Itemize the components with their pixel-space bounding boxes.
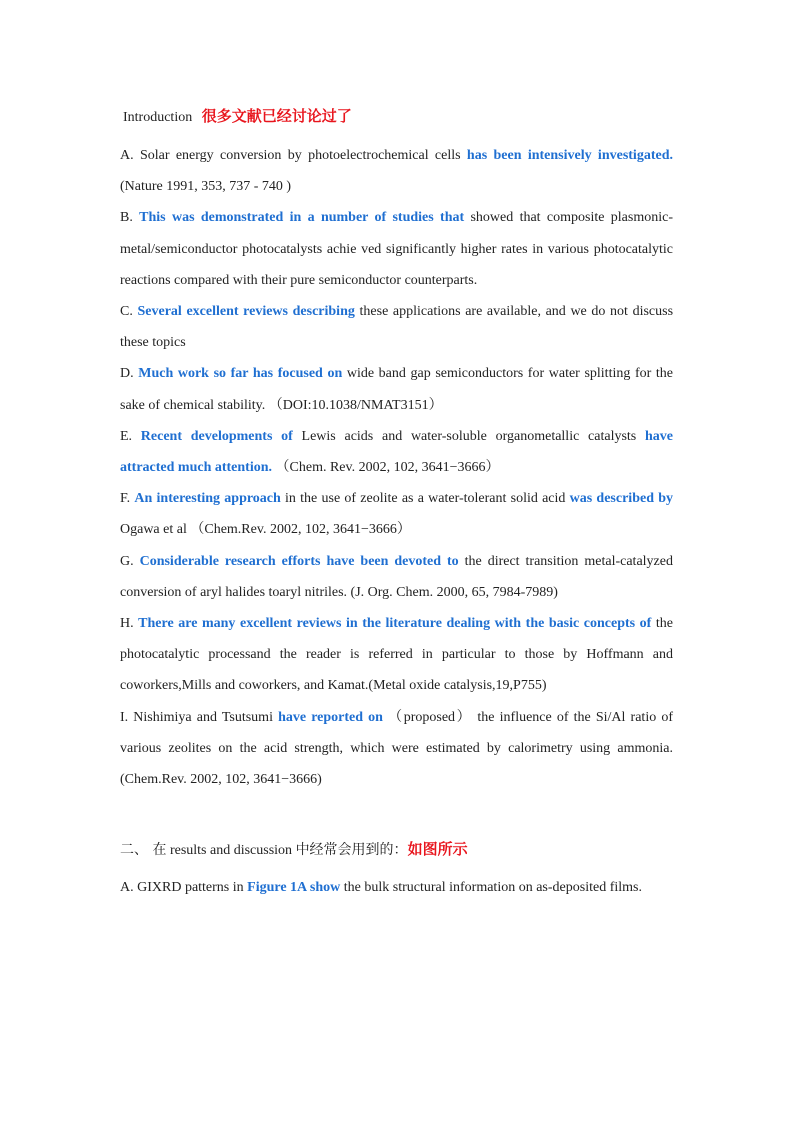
paragraph-text: wide band gap semiconductors for water splitting for the sake of chemical stability. （DOI:10.1038/NMAT3151） xyxy=(120,366,674,413)
intro-paragraph xyxy=(120,546,673,608)
paragraph-text: (Nature 1991, 353, 737 - 740 ) xyxy=(120,179,292,195)
highlighted-phrase: Recent developments of xyxy=(140,428,293,444)
highlighted-phrase: An interesting approach xyxy=(134,491,281,507)
paragraph-text: H. xyxy=(120,616,139,632)
highlighted-phrase: There are many excellent reviews in the literature dealing with the basic concepts of xyxy=(138,616,652,632)
results-paragraph xyxy=(120,872,673,903)
paragraph-text: the photocatalytic processand the reader is referred in particular to those by Hoffmann and coworkers,Mills and coworkers, and Kamat.(Metal oxide catalysis,19,P755) xyxy=(120,616,673,694)
results-list xyxy=(120,872,673,903)
results-title-note: 如图所示 xyxy=(407,842,468,859)
highlighted-phrase: has been intensively investigated. xyxy=(466,148,673,163)
intro-title: Introduction xyxy=(123,110,193,125)
results-suffix: 中经常会用到的： xyxy=(295,842,408,859)
paragraph-text: C. xyxy=(120,304,138,320)
intro-paragraph xyxy=(120,296,673,358)
paragraph-text: these applications are available, and we do not discuss these topics xyxy=(120,304,674,351)
paragraph-text: the bulk structural information on as-deposited films. xyxy=(340,880,642,896)
highlighted-phrase: Figure 1A show xyxy=(247,880,341,896)
highlighted-phrase: have reported on xyxy=(278,709,383,725)
results-middle: results and discussion xyxy=(166,843,296,859)
highlighted-phrase: have attracted much attention. xyxy=(120,428,673,476)
intro-paragraph xyxy=(120,202,673,296)
paragraph-text: the direct transition metal-catalyzed conversion of aryl halides toaryl nitriles. (J. Org. Chem. 2000, 65, 7984-7989) xyxy=(120,553,673,600)
paragraph-text: F. xyxy=(120,491,135,507)
highlighted-phrase: was described by xyxy=(569,491,673,507)
highlighted-phrase: Several excellent reviews describing xyxy=(137,304,355,320)
intro-paragraph xyxy=(120,702,673,796)
paragraph-text: A. GIXRD patterns in xyxy=(120,880,248,896)
results-prefix: 二、 在 xyxy=(120,842,167,859)
paragraph-text: （Chem. Rev. 2002, 102, 3641−3666） xyxy=(272,460,500,476)
intro-paragraph xyxy=(120,421,673,483)
intro-paragraph xyxy=(120,358,673,420)
paragraph-text: D. xyxy=(120,366,139,382)
paragraph-text: A. Solar energy conversion by photoelectrochemical cells xyxy=(120,148,467,163)
intro-list xyxy=(120,140,673,795)
paragraph-text: Ogawa et al （Chem.Rev. 2002, 102, 3641−3666） xyxy=(120,522,411,538)
intro-paragraph xyxy=(120,140,673,202)
paragraph-text: I. Nishimiya and Tsutsumi xyxy=(120,709,279,725)
highlighted-phrase: Much work so far has focused on xyxy=(138,366,343,382)
paragraph-text: G. xyxy=(120,553,140,569)
paragraph-text: （proposed） the influence of the Si/Al ratio of various zeolites on the acid strength, which were estimated by calorimetry using ammonia. (Chem.Rev. 2002, 102, 3641−3666) xyxy=(120,709,673,788)
document-page xyxy=(120,104,673,903)
paragraph-text: B. xyxy=(120,210,140,226)
paragraph-text: showed that composite plasmonic-metal/semiconductor photocatalysts achie ved significantly higher rates in various photocatalytic reactions compared with their pure semiconductor counterparts. xyxy=(120,210,673,288)
highlighted-phrase: This was demonstrated in a number of studies that xyxy=(139,210,465,226)
intro-paragraph xyxy=(120,483,673,545)
paragraph-text: Lewis acids and water-soluble organometallic catalysts xyxy=(292,428,645,444)
results-heading xyxy=(120,837,673,864)
intro-paragraph xyxy=(120,608,673,702)
intro-title-note: 很多文献已经讨论过了 xyxy=(201,109,352,125)
paragraph-text: E. xyxy=(120,428,141,444)
intro-heading xyxy=(123,104,673,131)
highlighted-phrase: Considerable research efforts have been devoted to xyxy=(139,553,459,569)
paragraph-text: in the use of zeolite as a water-tolerant solid acid xyxy=(280,491,570,507)
